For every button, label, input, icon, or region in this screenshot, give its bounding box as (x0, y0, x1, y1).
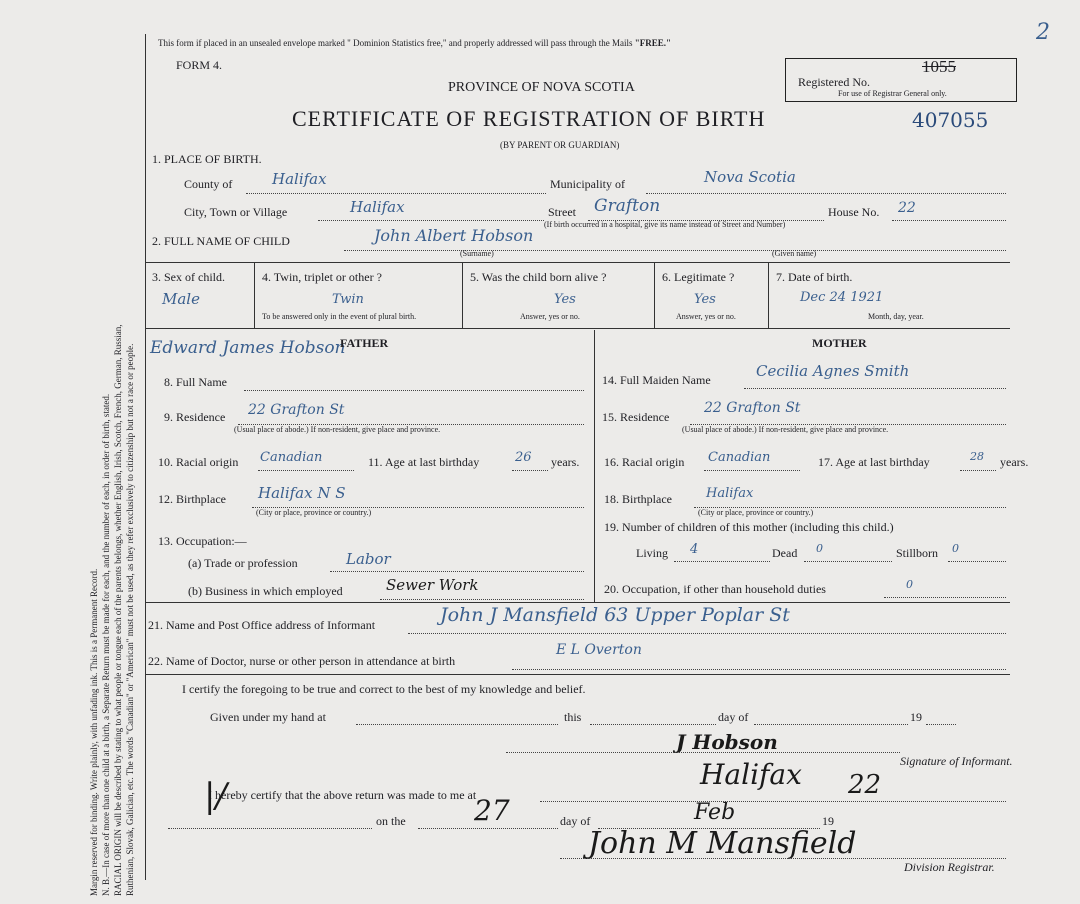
child-name-label: 2. FULL NAME OF CHILD (152, 234, 290, 248)
doctor-label: 22. Name of Doctor, nurse or other person in attendance at birth (148, 654, 456, 668)
dead-line (804, 561, 892, 562)
business-line (380, 599, 584, 600)
informant-line (408, 633, 1006, 634)
father-abode-note: (Usual place of abode.) If non-resident, give place and province. (234, 425, 441, 434)
twin-value: Twin (332, 292, 364, 307)
municipality-value: Nova Scotia (704, 168, 796, 186)
father-residence-value: 22 Grafton St (248, 402, 345, 418)
registrar-mark: |/ (204, 776, 227, 816)
house-value: 22 (898, 200, 916, 216)
given-place-line (356, 724, 558, 725)
surname-note: (Surname) (460, 249, 494, 258)
registration-month-value: Feb (694, 800, 736, 825)
dob-note: Month, day, year. (868, 312, 924, 321)
registered-number-box (785, 58, 1017, 102)
twin-note: To be answered only in the event of plural birth. (262, 312, 417, 321)
alive-value: Yes (554, 292, 576, 307)
registered-number-label: Registered No. (798, 75, 870, 89)
margin-note-nb: N. B.—In case of more than one child at a birth, a Separate Return must be made for each, and the number of each, in order of birth, stated. (101, 393, 111, 896)
mother-age-label: 17. Age at last birthday (818, 455, 930, 469)
father-place-note: (City or place, province or country.) (256, 508, 372, 517)
given-name-note: (Given name) (772, 249, 817, 258)
mother-occupation-value: 0 (906, 578, 913, 591)
father-years-label: years. (551, 455, 580, 469)
doctor-line (512, 669, 1006, 670)
informant-signature: J Hobson (676, 730, 778, 754)
stillborn-label: Stillborn (896, 546, 939, 560)
house-label: House No. (828, 205, 880, 219)
registration-day-value: 27 (474, 794, 510, 827)
certificate-subtitle: (BY PARENT OR GUARDIAN) (500, 140, 620, 150)
children-count-label: 19. Number of children of this mother (including this child.) (604, 520, 894, 534)
reg-day-of-label: day of (560, 814, 591, 828)
city-label: City, Town or Village (184, 205, 288, 219)
child-name-value: John Albert Hobson (374, 226, 534, 245)
mother-heading: MOTHER (812, 336, 867, 350)
form-number: FORM 4. (176, 58, 223, 72)
registrar-signature: John M Mansfield (588, 826, 857, 861)
row-divider (146, 602, 1010, 603)
twin-label: 4. Twin, triplet or other ? (262, 270, 382, 284)
parents-divider (594, 330, 595, 602)
mother-racial-label: 16. Racial origin (604, 455, 685, 469)
father-age-line (512, 470, 548, 471)
trade-label: (a) Trade or profession (188, 556, 298, 570)
mother-name-line (744, 388, 1006, 389)
given-year-line (926, 724, 956, 725)
mother-name-value: Cecilia Agnes Smith (756, 362, 910, 380)
child-name-line (344, 250, 1006, 251)
sex-value: Male (162, 290, 200, 308)
certify-statement: I certify the foregoing to be true and correct to the best of my knowledge and belief. (182, 682, 586, 696)
living-value: 4 (690, 542, 699, 557)
mother-age-value: 28 (970, 450, 984, 463)
mother-age-line (960, 470, 996, 471)
dead-value: 0 (816, 542, 823, 555)
col-divider (768, 262, 769, 328)
business-value: Sewer Work (386, 576, 479, 594)
row-divider (146, 674, 1010, 675)
living-line (674, 561, 770, 562)
margin-note-racial-2: Ruthenian, Slovak, Galician, etc. The words "Canadian" or "American" must not be used, as they refer exclusively to citizenship but not a race or people. (125, 343, 135, 896)
mother-occupation-label: 20. Occupation, if other than household duties (604, 582, 826, 596)
legitimate-value: Yes (694, 292, 716, 307)
mother-place-note: (City or place, province or country.) (698, 508, 814, 517)
row-divider (146, 262, 1010, 263)
col-divider (254, 262, 255, 328)
margin-note-racial: RACIAL ORIGIN will be described by stating to what people or tongue each of the parents belongs, whether English, Irish, Scotch, French, German, Russian, (113, 324, 123, 896)
signature-line (506, 752, 900, 753)
province-heading: PROVINCE OF NOVA SCOTIA (448, 80, 635, 95)
father-birthplace-value: Halifax N S (258, 484, 346, 502)
registration-day-line (418, 828, 558, 829)
place-of-birth-label: 1. PLACE OF BIRTH. (152, 152, 262, 166)
given-month-line (754, 724, 908, 725)
year-prefix: 19 (910, 710, 922, 724)
mother-residence-label: 15. Residence (602, 410, 670, 424)
father-racial-label: 10. Racial origin (158, 455, 239, 469)
street-label: Street (548, 205, 576, 219)
on-the-pre-line (168, 828, 372, 829)
father-heading: FATHER (340, 336, 389, 350)
stillborn-value: 0 (952, 542, 959, 555)
margin-note-binding: Margin reserved for binding. Write plainly, with unfading ink. This is a Permanent Record. (89, 568, 99, 896)
dob-value: Dec 24 1921 (800, 290, 884, 305)
municipality-line (646, 193, 1006, 194)
reg-year-prefix: 19 (822, 814, 834, 828)
alive-note: Answer, yes or no. (520, 312, 580, 321)
registration-place-value: Halifax (700, 758, 802, 791)
county-line (246, 193, 546, 194)
registrar-label: Division Registrar. (904, 860, 995, 874)
street-value: Grafton (594, 196, 661, 216)
father-racial-line (258, 470, 354, 471)
dead-label: Dead (772, 546, 798, 560)
informant-value: John J Mansfield 63 Upper Poplar St (440, 604, 790, 626)
city-line (318, 220, 544, 221)
father-name-value: Edward James Hobson (150, 338, 346, 358)
legitimate-label: 6. Legitimate ? (662, 270, 735, 284)
hospital-note: (If birth occurred in a hospital, give its name instead of Street and Number) (544, 220, 786, 229)
dob-label: 7. Date of birth. (776, 270, 853, 284)
stamp-number: 407055 (912, 108, 989, 132)
registrar-line (560, 858, 1006, 859)
municipality-label: Municipality of (550, 177, 625, 191)
col-divider (462, 262, 463, 328)
informant-label: 21. Name and Post Office address of Informant (148, 618, 376, 632)
signature-label: Signature of Informant. (900, 754, 1013, 768)
mother-name-label: 14. Full Maiden Name (602, 373, 711, 387)
father-racial-value: Canadian (260, 450, 323, 465)
mother-birthplace-label: 18. Birthplace (604, 492, 672, 506)
mother-residence-value: 22 Grafton St (704, 400, 801, 416)
father-residence-label: 9. Residence (164, 410, 226, 424)
doctor-value: E L Overton (556, 642, 642, 658)
row-divider (146, 328, 1010, 329)
business-label: (b) Business in which employed (188, 584, 343, 598)
father-name-line (244, 390, 584, 391)
city-value: Halifax (350, 198, 405, 216)
mother-racial-value: Canadian (708, 450, 771, 465)
father-age-label: 11. Age at last birthday (368, 455, 480, 469)
trade-line (330, 571, 584, 572)
alive-label: 5. Was the child born alive ? (470, 270, 607, 284)
registered-number-value: 1055 (922, 57, 956, 76)
registration-place-line (540, 801, 1006, 802)
father-name-label: 8. Full Name (164, 375, 227, 389)
hereby-statement: I hereby certify that the above return was made to me at (208, 788, 477, 802)
corner-mark: 2 (1036, 20, 1050, 45)
this-label: this (564, 710, 582, 724)
on-the-label: on the (376, 814, 406, 828)
certificate-title: CERTIFICATE OF REGISTRATION OF BIRTH (292, 106, 766, 131)
registration-year-value: 22 (848, 770, 882, 800)
county-value: Halifax (272, 170, 327, 188)
sex-label: 3. Sex of child. (152, 270, 225, 284)
col-divider (654, 262, 655, 328)
stillborn-line (948, 561, 1006, 562)
mother-occupation-line (884, 597, 1006, 598)
form-left-border (145, 34, 146, 880)
day-of-label: day of (718, 710, 749, 724)
mail-note: This form if placed in an unsealed envelope marked " Dominion Statistics free," and properly addressed will pass through the Mails "FREE." (158, 38, 671, 48)
mother-racial-line (704, 470, 800, 471)
mother-birthplace-value: Halifax (706, 486, 754, 501)
occupation-label: 13. Occupation:— (158, 534, 247, 548)
living-label: Living (636, 546, 668, 560)
mother-abode-note: (Usual place of abode.) If non-resident, give place and province. (682, 425, 889, 434)
given-day-line (590, 724, 716, 725)
given-under-label: Given under my hand at (210, 710, 326, 724)
registered-number-note: For use of Registrar General only. (838, 89, 947, 98)
trade-value: Labor (346, 550, 391, 568)
father-age-value: 26 (515, 450, 532, 465)
county-label: County of (184, 177, 233, 191)
mother-years-label: years. (1000, 455, 1029, 469)
father-birthplace-label: 12. Birthplace (158, 492, 226, 506)
legitimate-note: Answer, yes or no. (676, 312, 736, 321)
house-line (892, 220, 1006, 221)
